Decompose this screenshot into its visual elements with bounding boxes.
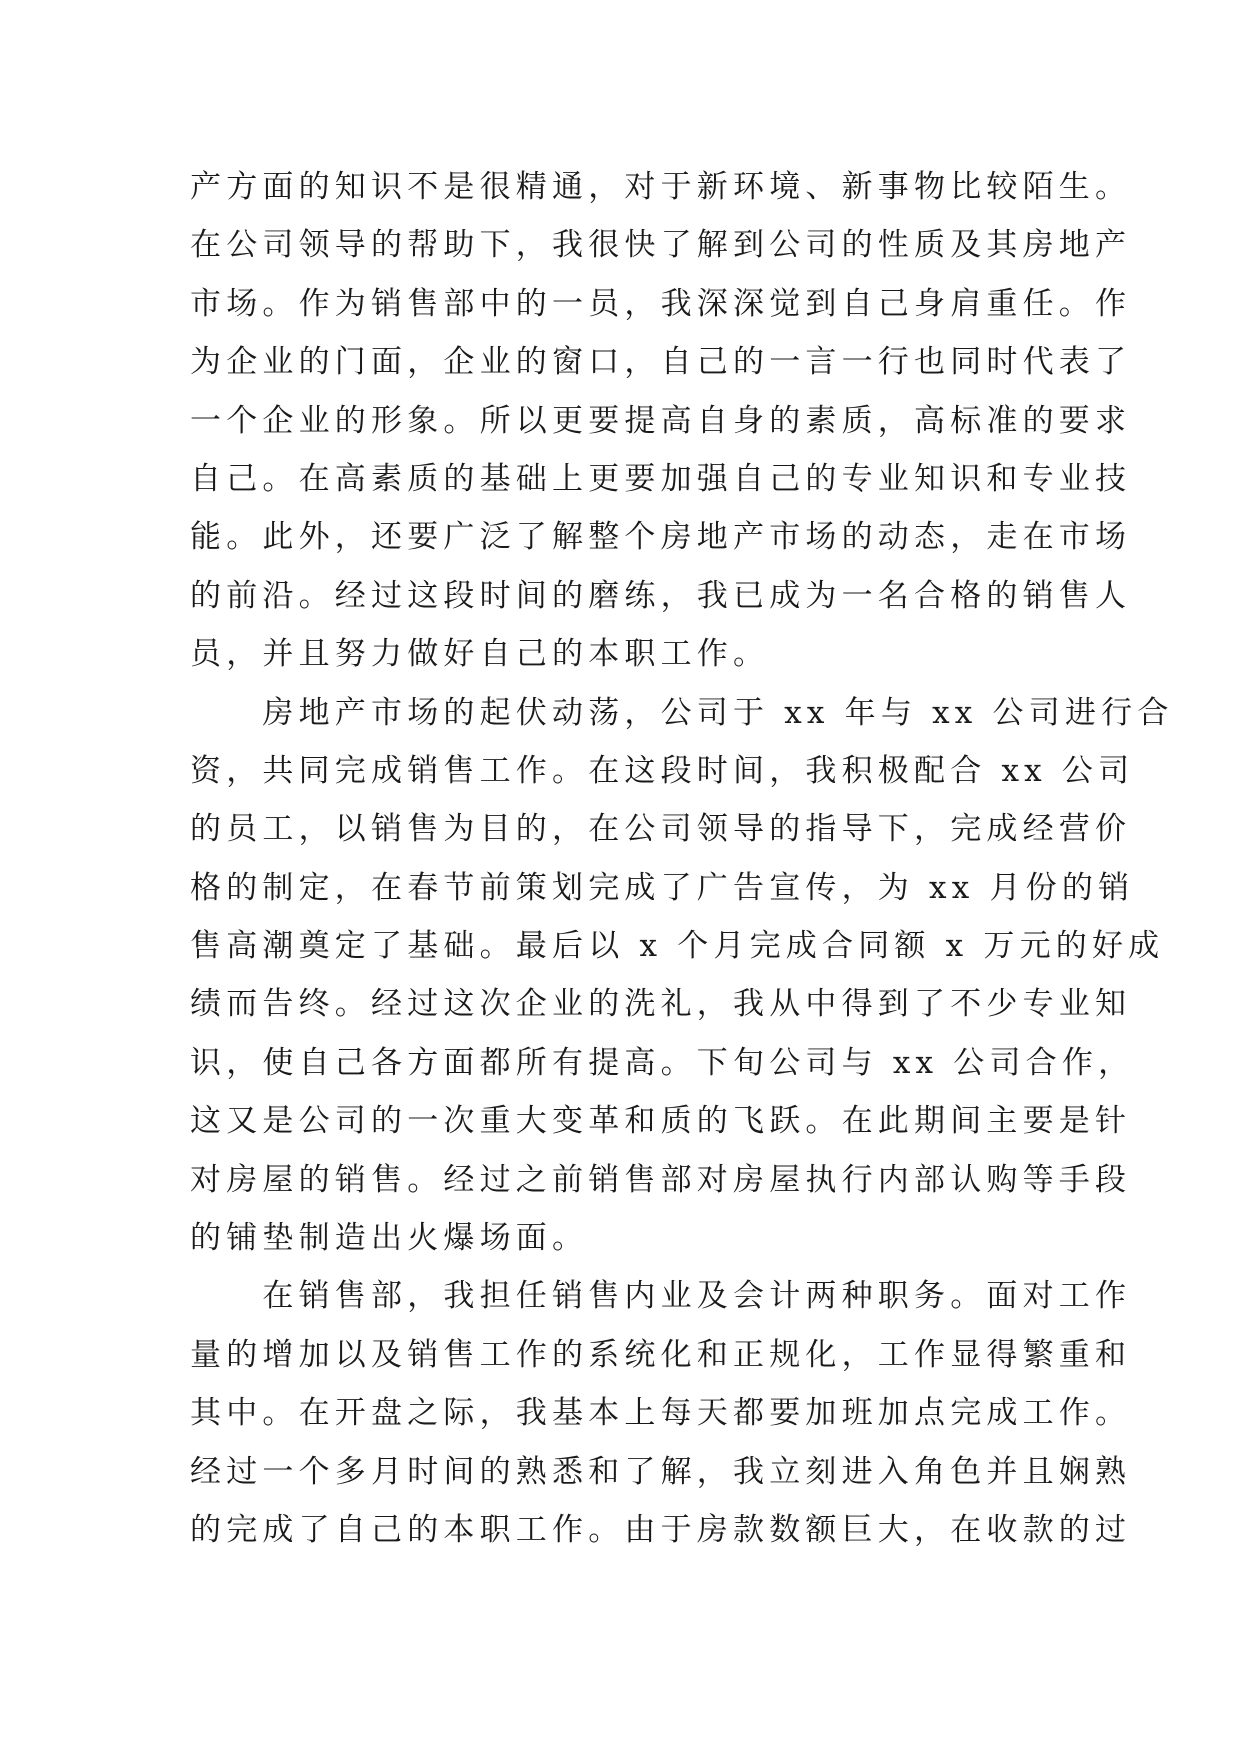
text-line: 这又是公司的一次重大变革和质的飞跃。在此期间主要是针: [190, 1103, 1132, 1140]
text-line: 售高潮奠定了基础。最后以 x 个月完成合同额 x 万元的好成: [190, 928, 1165, 965]
text-line: 产方面的知识不是很精通，对于新环境、新事物比较陌生。: [190, 169, 1132, 205]
text-line: 其中。在开盘之际，我基本上每天都要加班加点完成工作。: [190, 1395, 1132, 1432]
text-line: 房地产市场的起伏动荡，公司于 xx 年与 xx 公司进行合: [190, 694, 1174, 731]
text-line: 能。此外，还要广泛了解整个房地产市场的动态，走在市场: [190, 519, 1132, 556]
body-text: [190, 158, 1174, 1559]
text-line: 市场。作为销售部中的一员，我深深觉到自己身肩重任。作: [190, 285, 1132, 322]
text-line: 经过一个多月时间的熟悉和了解，我立刻进入角色并且娴熟: [190, 1453, 1132, 1490]
text-line: 资，共同完成销售工作。在这段时间，我积极配合 xx 公司: [190, 752, 1135, 789]
text-line: 在公司领导的帮助下，我很快了解到公司的性质及其房地产: [190, 227, 1132, 264]
text-line: 为企业的门面，企业的窗口，自己的一言一行也同时代表了: [190, 344, 1132, 381]
text-line: 对房屋的销售。经过之前销售部对房屋执行内部认购等手段: [190, 1161, 1132, 1198]
text-line: 的前沿。经过这段时间的磨练，我已成为一名合格的销售人: [190, 577, 1132, 614]
text-line: 格的制定，在春节前策划完成了广告宣传，为 xx 月份的销: [190, 869, 1135, 906]
text-line: 识，使自己各方面都所有提高。下旬公司与 xx 公司合作，: [190, 1044, 1135, 1081]
text-line: 的铺垫制造出火爆场面。: [190, 1220, 589, 1257]
text-line: 的完成了自己的本职工作。由于房款数额巨大，在收款的过: [190, 1511, 1132, 1548]
text-line: 的员工，以销售为目的，在公司领导的指导下，完成经营价: [190, 811, 1132, 848]
text-line: 一个企业的形象。所以更要提高自身的素质，高标准的要求: [190, 402, 1132, 439]
text-line: 量的增加以及销售工作的系统化和正规化，工作显得繁重和: [190, 1336, 1132, 1373]
text-line: 自己。在高素质的基础上更要加强自己的专业知识和专业技: [190, 460, 1132, 497]
text-line: 绩而告终。经过这次企业的洗礼，我从中得到了不少专业知: [190, 986, 1132, 1023]
text-line: 员，并且努力做好自己的本职工作。: [190, 636, 770, 673]
text-line: 在销售部，我担任销售内业及会计两种职务。面对工作: [190, 1278, 1132, 1315]
